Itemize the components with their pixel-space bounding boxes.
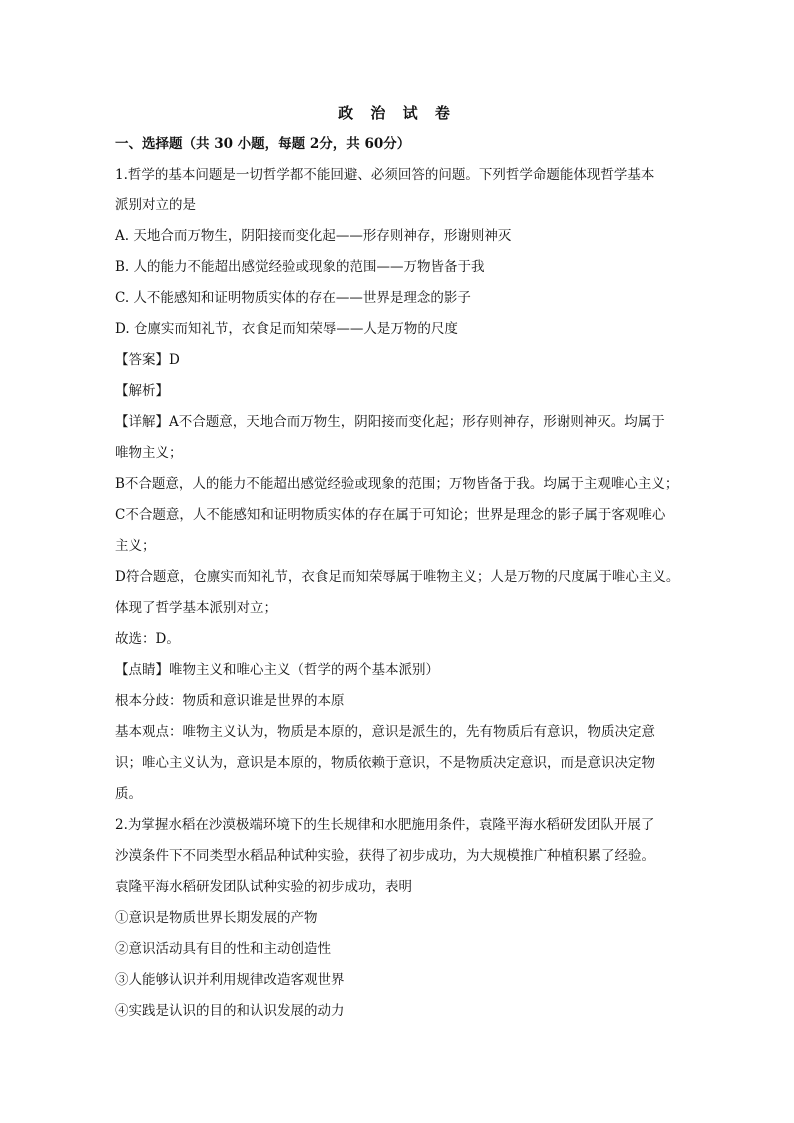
question-1-detail-line-1: 【详解】A不合题意，天地合而万物生，阴阳接而变化起；形存则神存，形谢则神灭。均属于 bbox=[115, 414, 665, 430]
question-1-option-a: A. 天地合而万物生，阴阳接而变化起——形存则神存，形谢则神灭 bbox=[115, 228, 512, 244]
question-1-analysis-heading: 【解析】 bbox=[115, 383, 169, 399]
question-1-tip-line-1: 【点睛】唯物主义和唯心主义（哲学的两个基本派别） bbox=[115, 662, 439, 678]
question-1-stem-line-1: 1.哲学的基本问题是一切哲学都不能回避、必须回答的问题。下列哲学命题能体现哲学基本 bbox=[115, 167, 655, 183]
question-1-tip-line-3: 基本观点：唯物主义认为，物质是本原的，意识是派生的，先有物质后有意识，物质决定意 bbox=[115, 724, 655, 740]
document-title: 政 治 试 卷 bbox=[338, 104, 456, 122]
question-1-option-c: C. 人不能感知和证明物质实体的存在——世界是理念的影子 bbox=[115, 290, 471, 306]
question-1-tip-line-5: 质。 bbox=[115, 786, 142, 802]
question-1-detail-line-3: B不合题意，人的能力不能超出感觉经验或现象的范围；万物皆备于我。均属于主观唯心主义； bbox=[115, 476, 679, 492]
question-1-option-d: D. 仓廪实而知礼节，衣食足而知荣辱——人是万物的尺度 bbox=[115, 321, 458, 337]
question-2-stem-line-2: 沙漠条件下不同类型水稻品种试种实验，获得了初步成功，为大规模推广种植积累了经验。 bbox=[115, 848, 655, 864]
question-1-tip-line-2: 根本分歧：物质和意识谁是世界的本原 bbox=[115, 693, 345, 709]
question-1-stem-line-2: 派别对立的是 bbox=[115, 197, 196, 213]
question-1-detail-line-2: 唯物主义； bbox=[115, 445, 183, 461]
question-2-item-4: ④实践是认识的目的和认识发展的动力 bbox=[115, 1003, 345, 1019]
question-2-stem-line-3: 袁隆平海水稻研发团队试种实验的初步成功，表明 bbox=[115, 879, 412, 895]
question-1-option-b: B. 人的能力不能超出感觉经验或现象的范围——万物皆备于我 bbox=[115, 259, 485, 275]
question-1-answer: 【答案】D bbox=[115, 352, 180, 368]
section-heading: 一、选择题（共 30 小题，每题 2分，共 60分） bbox=[115, 136, 411, 152]
question-2-item-1: ①意识是物质世界长期发展的产物 bbox=[115, 910, 318, 926]
question-2-stem-line-1: 2.为掌握水稻在沙漠极端环境下的生长规律和水肥施用条件，袁隆平海水稻研发团队开展了 bbox=[115, 817, 655, 833]
question-2-item-2: ②意识活动具有目的性和主动创造性 bbox=[115, 941, 331, 957]
question-1-detail-line-4: C不合题意，人不能感知和证明物质实体的存在属于可知论；世界是理念的影子属于客观唯心 bbox=[115, 507, 666, 523]
question-1-detail-line-6: D符合题意，仓廪实而知礼节，衣食足而知荣辱属于唯物主义；人是万物的尺度属于唯心主义。 bbox=[115, 569, 680, 585]
question-1-detail-line-5: 主义； bbox=[115, 538, 156, 554]
question-1-choose: 故选：D。 bbox=[115, 631, 180, 647]
question-1-detail-line-7: 体现了哲学基本派别对立； bbox=[115, 600, 277, 616]
question-2-item-3: ③人能够认识并利用规律改造客观世界 bbox=[115, 972, 345, 988]
question-1-tip-line-4: 识；唯心主义认为，意识是本原的，物质依赖于意识，不是物质决定意识，而是意识决定物 bbox=[115, 755, 655, 771]
